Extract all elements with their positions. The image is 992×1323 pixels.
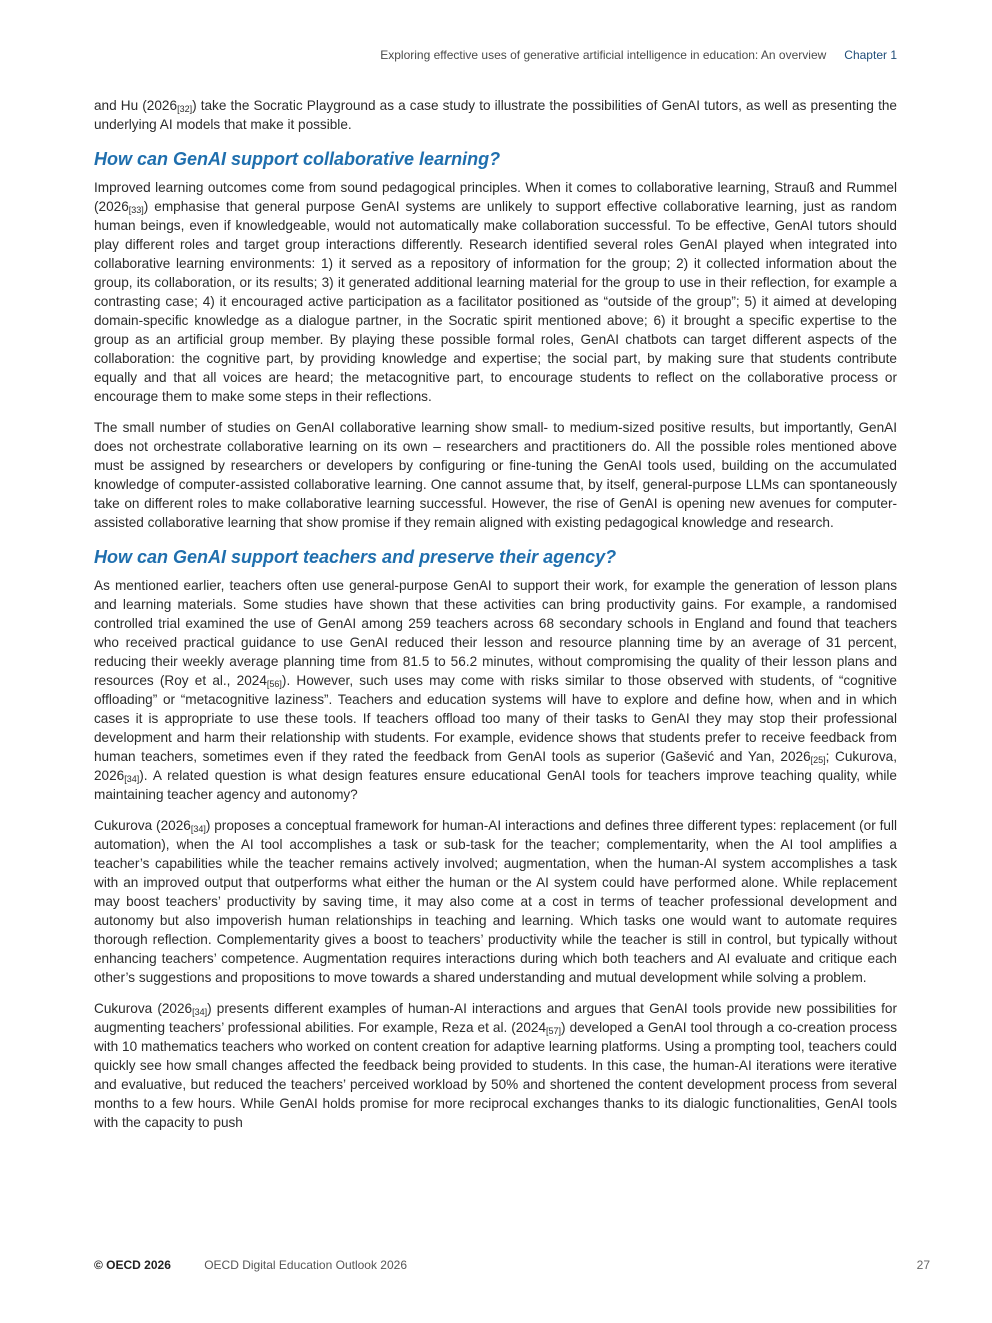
- running-header: [94, 48, 897, 62]
- citation-ref[interactable]: [56]: [266, 679, 282, 689]
- header-title: Exploring effective uses of generative artificial intelligence in education: An overview: [380, 48, 827, 62]
- paragraph: and Hu $(2026_{[32]})$ take the Socratic Playground as a case study to illustrate the possibilities of GenAI tutors, as well as presenting the underlying AI models that make it possible.: [94, 98, 897, 132]
- citation-ref[interactable]: [33]: [128, 205, 144, 215]
- section-heading-collaborative-learning: How can GenAI support collaborative learning?: [94, 149, 501, 169]
- footer-publication: OECD Digital Education Outlook 2026: [204, 1258, 407, 1272]
- page-body: [94, 96, 897, 1144]
- paragraph: Cukurova $(2026_{[34]})$ presents different examples of human-AI interactions and argues that GenAI tools provide new possibilities for augmenting teachers’ professional abilities. For example, Reza et al. $(2024_{[57]})$ developed a GenAI tool through a co-creation process with 10 mathematics teachers who worked on content creation for adaptive learning platforms. Using a prompting tool, teachers could quickly see how small changes affected the feedback being provided to students. In this case, the human-AI iterations were iterative and evaluative, but reduced the teachers’ perceived workload by 50% and shortened the content development process from several months to a few hours. While GenAI holds promise for more reciprocal exchanges thanks to its dialogic functionalities, GenAI tools with the capacity to push: [94, 1001, 897, 1130]
- citation-ref[interactable]: [34]: [124, 774, 140, 784]
- section-heading-teachers-agency: How can GenAI support teachers and preserve their agency?: [94, 547, 617, 567]
- citation-ref[interactable]: [34]: [192, 1007, 208, 1017]
- paragraph: Cukurova $(2026_{[34]})$ proposes a conceptual framework for human-AI interactions and defines three different types: replacement (or full automation), when the AI tool accomplishes a task or sub-task for the teacher; complementarity, when the AI tool amplifies a teacher’s capabilities while the teacher remains actively involved; augmentation, when the human-AI system accomplishes a task with an improved output that outperforms what either the human or the AI system could have performed alone. While replacement may boost teachers’ productivity by saving time, it may also come at a cost in terms of teacher professional development and autonomy but also impoverish human relationships in teaching and learning. Which tasks one would want to automate requires thorough reflection. Complementarity gives a boost to teachers’ productivity while the teacher is still in control, but typically without enhancing teachers’ competence. Augmentation requires interactions during which both teachers and AI evaluate and critique each other’s suggestions and propositions to move towards a shared understanding and mutual development while solving a problem.: [94, 818, 897, 985]
- footer-copyright: © OECD 2026: [94, 1258, 171, 1272]
- citation-ref[interactable]: [25]: [810, 755, 826, 765]
- citation-ref[interactable]: [57]: [546, 1026, 562, 1036]
- page-number: 27: [916, 1258, 930, 1272]
- citation-ref[interactable]: [32]: [177, 104, 193, 114]
- citation-ref[interactable]: [34]: [190, 824, 206, 834]
- page-footer: [94, 1258, 930, 1272]
- paragraph: The small number of studies on GenAI collaborative learning show small- to medium-sized positive results, but importantly, GenAI does not orchestrate collaborative learning on its own – researchers and practitioners do. All the possible roles mentioned above must be assigned by researchers or developers by configuring or fine-tuning the GenAI tools used, building on the accumulated knowledge of computer-assisted collaborative learning. One cannot assume that, by itself, general-purpose LLMs can spontaneously take on different roles to make collaborative learning successful. However, the rise of GenAI is opening new avenues for computer-assisted collaborative learning that show promise if they remain aligned with existing pedagogical knowledge and research.: [94, 420, 897, 530]
- header-chapter: Chapter 1: [844, 48, 897, 62]
- paragraph: As mentioned earlier, teachers often use general-purpose GenAI to support their work, for example the generation of lesson plans and learning materials. Some studies have shown that these activities can bring productivity gains. For example, a randomised controlled trial examined the use of GenAI among 259 teachers across 68 secondary schools in England and found that teachers who received practical guidance to use GenAI reduced their lesson and resource planning time by an average of 31 percent, reducing their weekly average planning time from 81.5 to 56.2 minutes, without compromising the quality of their lesson plans and resources (Roy et al., $2024_{[56]}$). However, such uses may come with risks similar to those observed with students, of “cognitive offloading” or “metacognitive laziness”. Teachers and education systems will have to explore and define how, when and in which cases it is appropriate to use these tools. If teachers offload too many of their tasks to GenAI they may stop their professional development and harm their relationship with students. For example, evidence shows that students prefer to receive feedback from human teachers, sometimes even if they rated the feedback from GenAI tools as superior (Gašević and Yan, $2026_{[25]}$; Cukurova, $2026_{[34]}$). A related question is what design features ensure educational GenAI tools for teachers improve teaching quality, while maintaining teacher agency and autonomy?: [94, 578, 897, 802]
- paragraph: Improved learning outcomes come from sound pedagogical principles. When it comes to collaborative learning, Strauß and Rummel $(2026_{[33]})$ emphasise that general purpose GenAI systems are unlikely to support effective collaborative learning, just as random human beings, even if knowledgeable, would not automatically make collaboration successful. To be effective, GenAI tutors should play different roles and target group interactions differently. Research identified several roles GenAI played when integrated into collaborative learning environments: 1) it served as a repository of information for the group; 2) it collected information about the group, its collaboration, or its results; 3) it generated additional learning material for the group to use in their reflection, for example a contrasting case; 4) it encouraged active participation as a facilitator positioned as “outside of the group”; 5) it aimed at developing domain-specific knowledge as a dialogue partner, in the Socratic spirit mentioned above; 6) it brought a specific expertise to the group as an artificial group member. By playing these possible formal roles, GenAI chatbots can target different aspects of the collaboration: the cognitive part, by providing knowledge and expertise; the social part, by making sure that students contribute equally and that all voices are heard; the metacognitive part, to encourage students to reflect on the collaborative process or encourage them to make some steps in their reflections.: [94, 180, 897, 404]
